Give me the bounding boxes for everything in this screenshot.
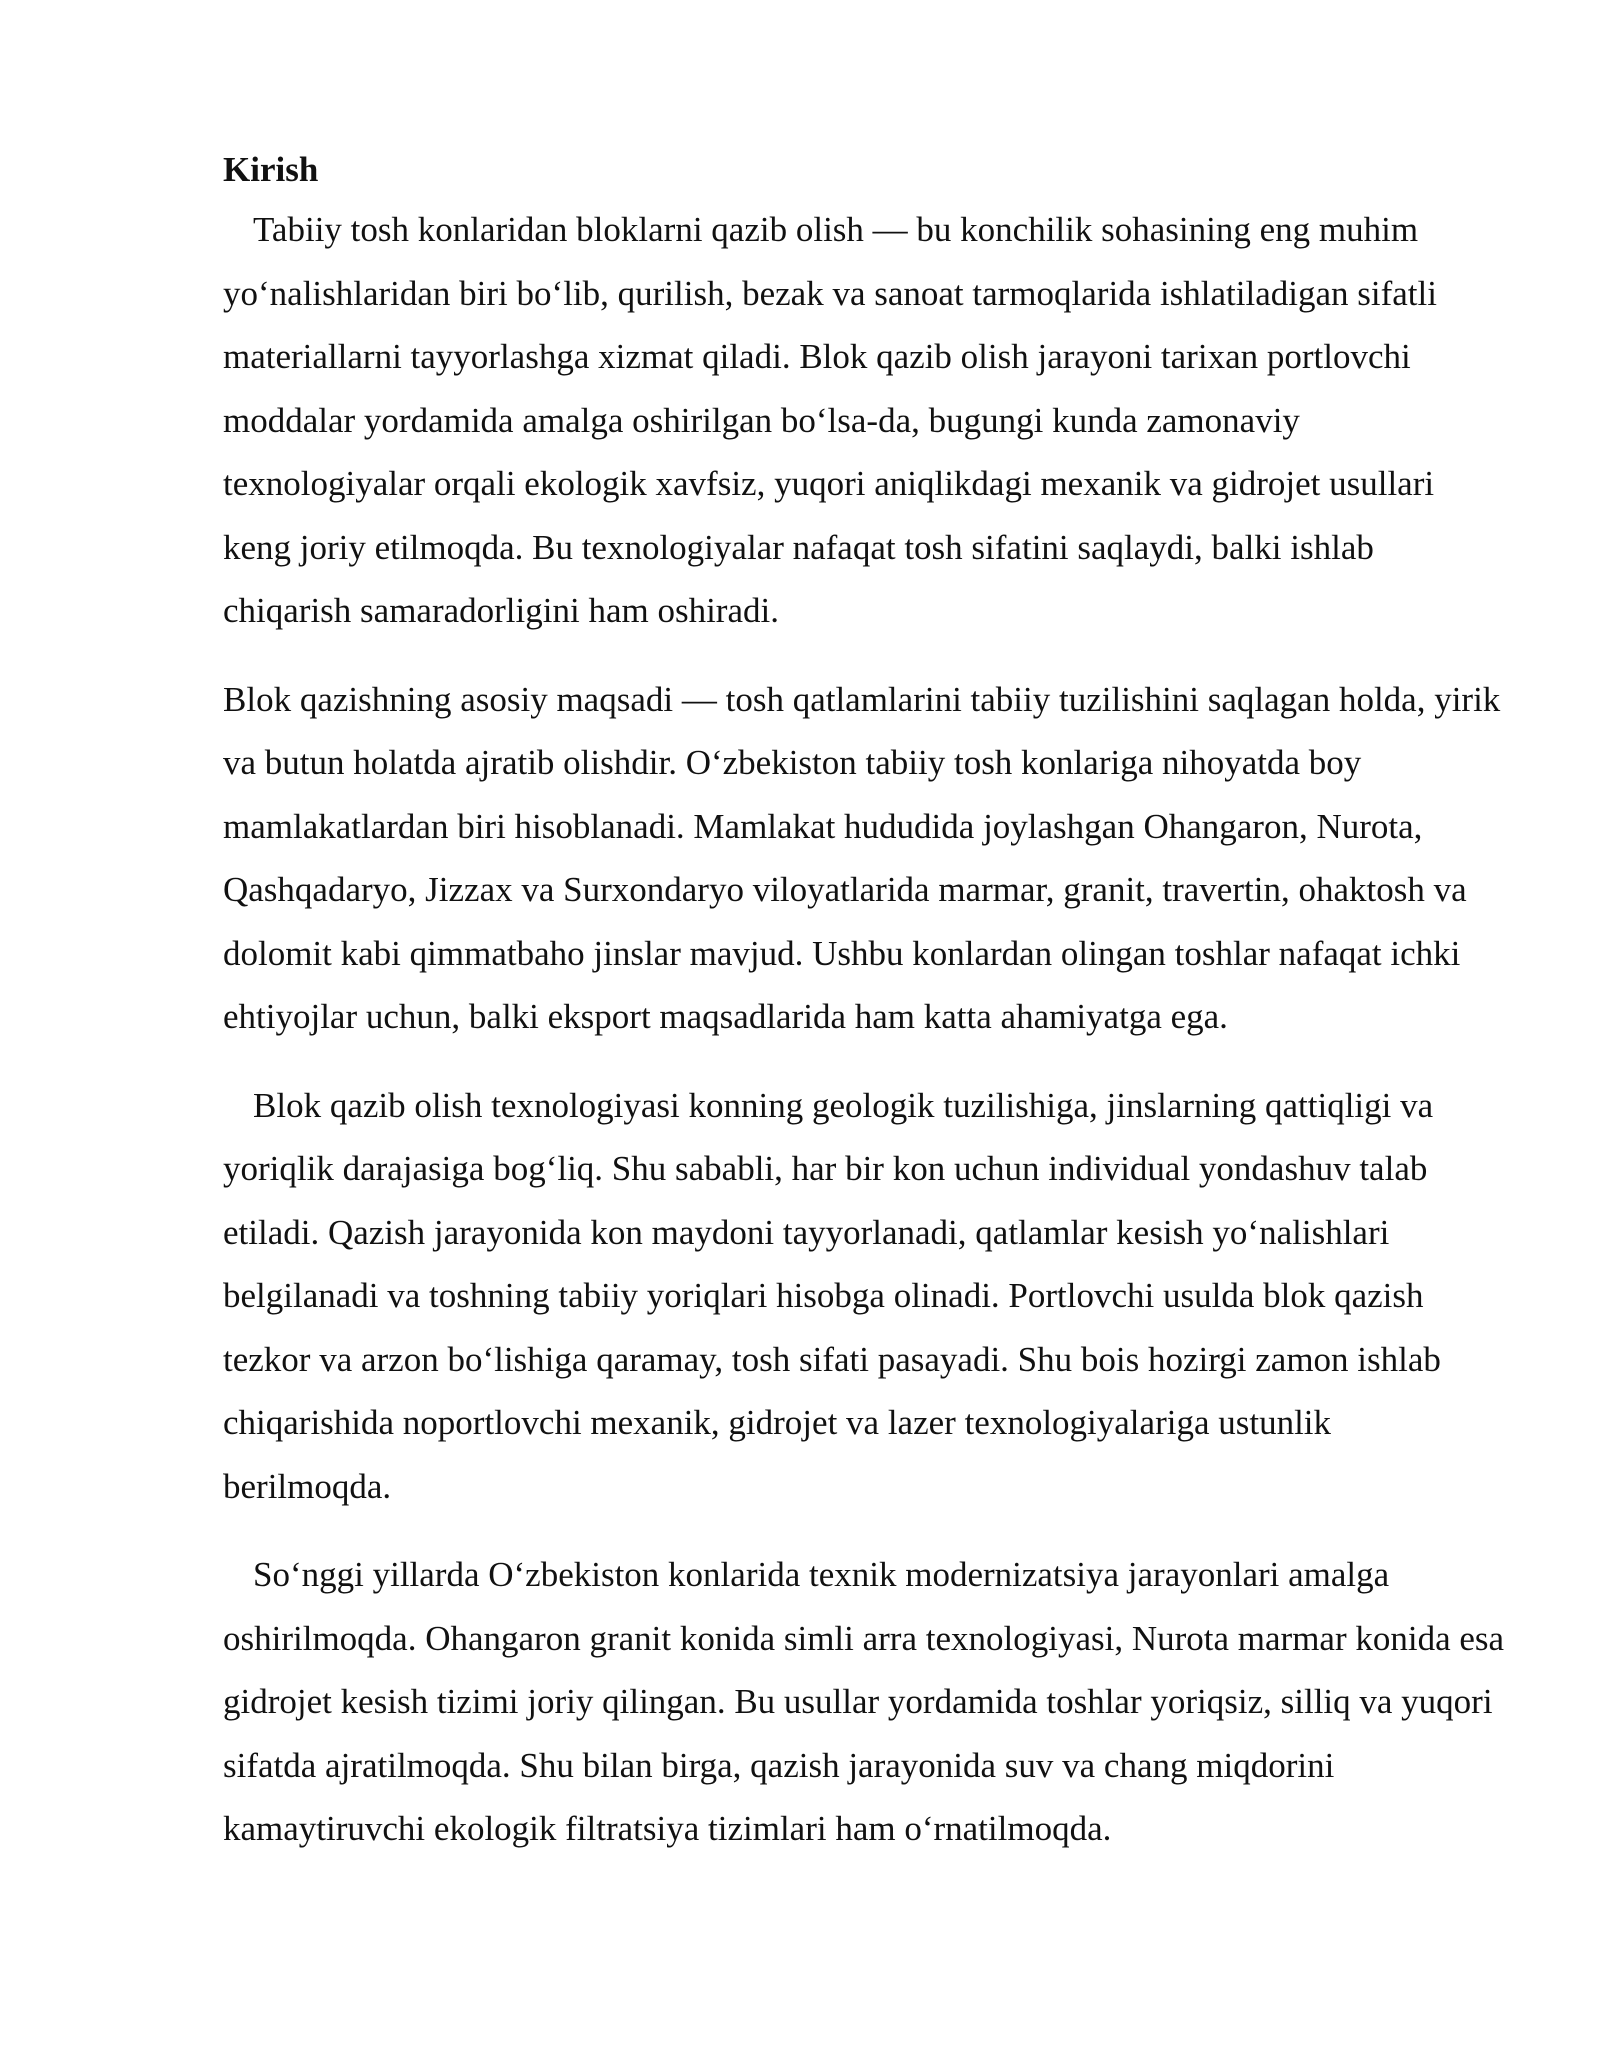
paragraph-purpose: Blok qazishning asosiy maqsadi — tosh qatlamlarini tabiiy tuzilishini saqlagan holda, yirik va butun holatda ajratib olishdir. O‘zbekiston tabiiy tosh konlariga nihoyatda boy mamlakatlardan biri hisoblanadi. Mamlakat hududida joylashgan Ohangaron, Nurota, Qashqadaryo, Jizzax va Surxondaryo viloyatlarida marmar, granit, travertin, ohaktosh va dolomit kabi qimmatbaho jinslar mavjud. Ushbu konlardan olingan toshlar nafaqat ichki ehtiyojlar uchun, balki eksport maqsadlarida ham katta ahamiyatga ega. bbox=[223, 679, 1501, 1036]
document-body bbox=[223, 142, 1505, 1886]
paragraph-intro: Tabiiy tosh konlaridan bloklarni qazib olish — bu konchilik sohasining eng muhim yo‘nalishlaridan biri bo‘lib, qurilish, bezak va sanoat tarmoqlarida ishlatiladigan sifatli materiallarni tayyorlashga xizmat qiladi. Blok qazib olish jarayoni tarixan portlovchi moddalar yordamida amalga oshirilgan bo‘lsa-da, bugungi kunda zamonaviy texnologiyalar orqali ekologik xavfsiz, yuqori aniqlikdagi mexanik va gidrojet usullari keng joriy etilmoqda. Bu texnologiyalar nafaqat tosh sifatini saqlaydi, balki ishlab chiqarish samaradorligini ham oshiradi. bbox=[223, 210, 1437, 630]
section-heading: Kirish bbox=[223, 150, 319, 189]
paragraph-modernization: So‘nggi yillarda O‘zbekiston konlarida texnik modernizatsiya jarayonlari amalga oshirilmoqda. Ohangaron granit konida simli arra texnologiyasi, Nurota marmar konida esa gidrojet kesish tizimi joriy qilingan. Bu usullar yordamida toshlar yoriqsiz, silliq va yuqori sifatda ajratilmoqda. Shu bilan birga, qazish jarayonida suv va chang miqdorini kamaytiruvchi ekologik filtratsiya tizimlari ham o‘rnatilmoqda. bbox=[223, 1555, 1505, 1848]
paragraph-technology: Blok qazib olish texnologiyasi konning geologik tuzilishiga, jinslarning qattiqligi va yoriqlik darajasiga bog‘liq. Shu sababli, har bir kon uchun individual yondashuv talab etiladi. Qazish jarayonida kon maydoni tayyorlanadi, qatlamlar kesish yo‘nalishlari belgilanadi va toshning tabiiy yoriqlari hisobga olinadi. Portlovchi usulda blok qazish tezkor va arzon bo‘lishiga qaramay, tosh sifati pasayadi. Shu bois hozirgi zamon ishlab chiqarishida noportlovchi mexanik, gidrojet va lazer texnologiyalariga ustunlik berilmoqda. bbox=[223, 1085, 1441, 1506]
